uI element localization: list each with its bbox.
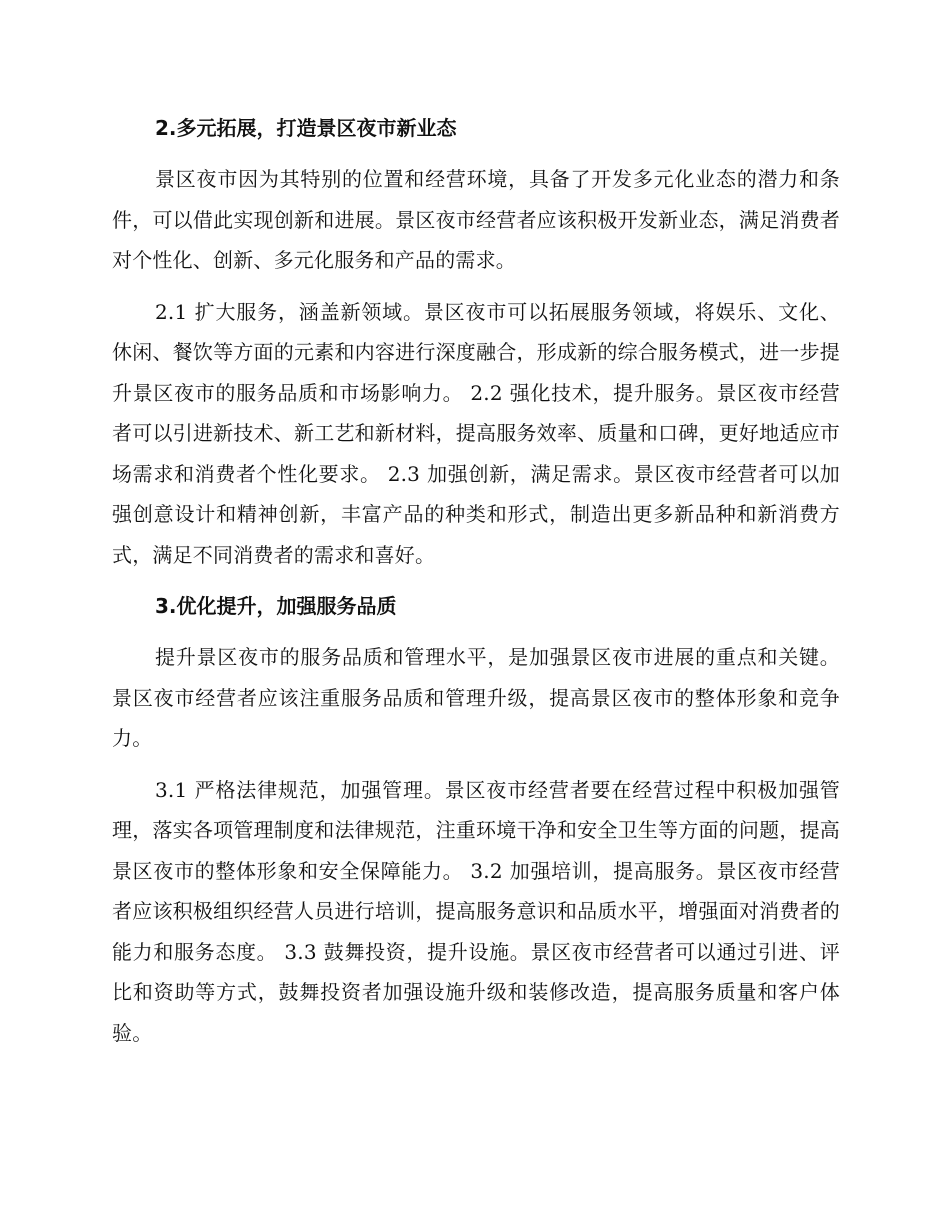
spacer (112, 759, 840, 770)
paragraph-3-intro: 提升景区夜市的服务品质和管理水平，是加强景区夜市进展的重点和关键。景区夜市经营者应该注重服务品质和管理升级，提高景区夜市的整体形象和竞争力。 (112, 645, 840, 750)
paragraph-2-intro: 景区夜市因为其特别的位置和经营环境，具备了开发多元化业态的潜力和条件，可以借此实现创新和进展。景区夜市经营者应该积极开发新业态，满足消费者对个性化、创新、多元化服务和产品的需求。 (112, 167, 840, 272)
document-body (112, 108, 840, 1053)
spacer (112, 626, 840, 637)
spacer (112, 281, 840, 292)
paragraph-2-details: 2.1 扩大服务，涵盖新领域。景区夜市可以拓展服务领域，将娱乐、文化、休闲、餐饮等方面的元素和内容进行深度融合，形成新的综合服务模式，进一步提升景区夜市的服务品质和市场影响力。 2.2 强化技术，提升服务。景区夜市经营者可以引进新技术、新工艺和新材料，提高服务效率、质量和口碑，更好地适应市场需求和消费者个性化要求。 2.3 加强创新，满足需求。景区夜市经营者可以加强创意设计和精神创新，丰富产品的种类和形式，制造出更多新品种和新消费方式，满足不同消费者的需求和喜好。 (112, 299, 840, 567)
paragraph-3-details: 3.1 严格法律规范，加强管理。景区夜市经营者要在经营过程中积极加强管理，落实各项管理制度和法律规范，注重环境干净和安全卫生等方面的问题，提高景区夜市的整体形象和安全保障能力。 3.2 加强培训，提高服务。景区夜市经营者应该积极组织经营人员进行培训，提高服务意识和品质水平，增强面对消费者的能力和服务态度。 3.3 鼓舞投资，提升设施。景区夜市经营者可以通过引进、评比和资助等方式，鼓舞投资者加强设施升级和装修改造，提高服务质量和客户体验。 (112, 777, 840, 1045)
spacer (112, 575, 840, 586)
section-heading-2: 2.多元拓展，打造景区夜市新业态 (155, 116, 457, 140)
section-heading-3: 3.优化提升，加强服务品质 (155, 594, 397, 618)
spacer (112, 148, 840, 159)
